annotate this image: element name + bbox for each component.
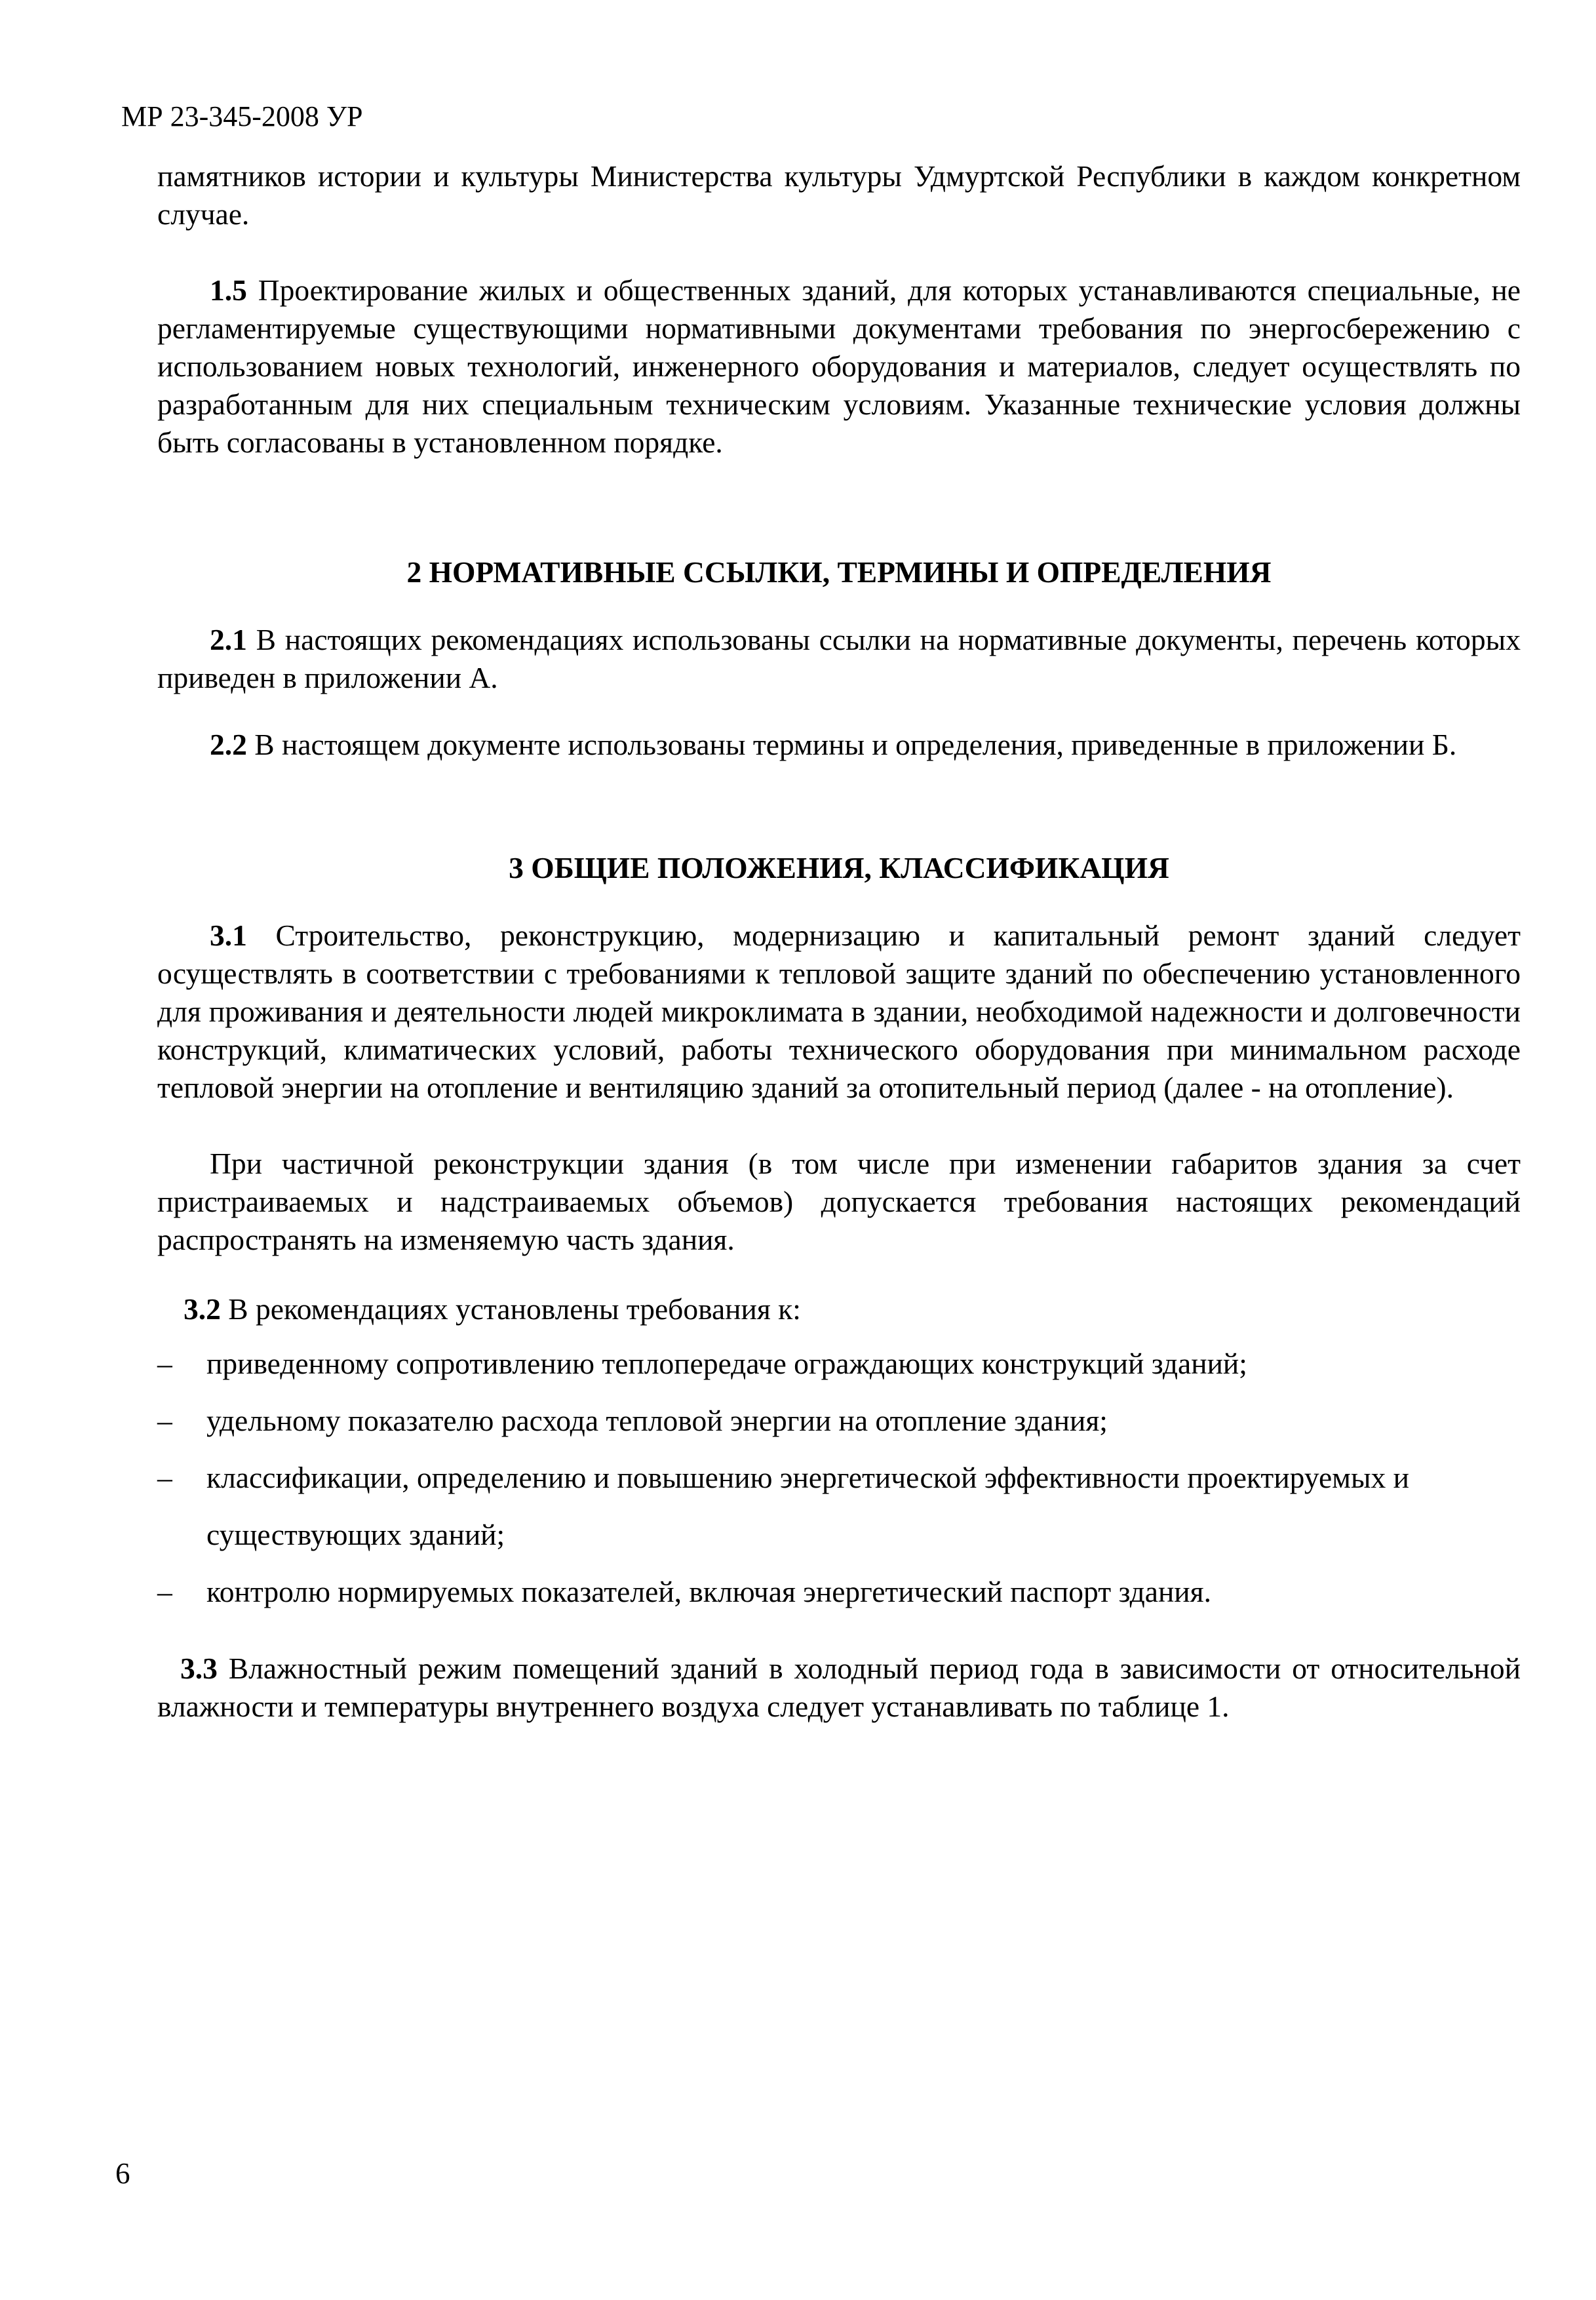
paragraph-1-5 — [157, 271, 1521, 462]
page-number: 6 — [115, 2157, 130, 2190]
dash-bullet: – — [157, 1347, 172, 1380]
document-code-header: МР 23-345-2008 УР — [121, 100, 363, 132]
section-2-heading: 2 НОРМАТИВНЫЕ ССЫЛКИ, ТЕРМИНЫ И ОПРЕДЕЛЕНИЯ — [406, 555, 1272, 589]
paragraph-3-1 — [157, 917, 1521, 1107]
clause-number: 1.5 — [210, 273, 247, 307]
clause-text: Проектирование жилых и общественных зданий, для которых устанавливаются специальные, не регламентируемые существующими нормативными документами требования по энергосбережению с использованием новых технологий, инженерного оборудования и материалов, следует осуществлять по разработанным для них специальным техническим условиям. Указанные технические условия должны быть согласованы в установленном порядке. — [157, 273, 1521, 459]
list-item — [157, 1335, 1521, 1392]
list-item-text: удельному показателю расхода тепловой энергии на отопление здания; — [206, 1404, 1108, 1437]
clause-text: В рекомендациях установлены требования к: — [220, 1292, 801, 1326]
paragraph-2-1 — [157, 621, 1521, 697]
clause-text: Строительство, реконструкцию, модернизацию и капитальный ремонт зданий следует осуществлять в соответствии с требованиями к тепловой защите зданий по обеспечению установленного для проживания и деятельности людей микроклимата в здании, необходимой надежности и долговечности конструкций, климатических условий, работы технического оборудования при минимальном расходе тепловой энергии на отопление и вентиляцию зданий за отопительный период (далее - на отопление). — [157, 919, 1521, 1104]
list-item — [157, 1563, 1521, 1620]
list-item — [157, 1392, 1521, 1449]
dash-bullet: – — [157, 1461, 172, 1494]
clause-number: 3.2 — [184, 1292, 221, 1326]
clause-number: 3.3 — [180, 1652, 218, 1685]
paragraph-2-2 — [157, 726, 1521, 764]
list-item-text: приведенному сопротивлению теплопередаче ограждающих конструкций зданий; — [206, 1347, 1247, 1380]
clause-number: 3.1 — [210, 919, 247, 952]
list-item-text: контролю нормируемых показателей, включая энергетический паспорт здания. — [206, 1575, 1211, 1608]
page-content — [157, 157, 1521, 1726]
paragraph-3-2 — [157, 1290, 1521, 1328]
dash-bullet: – — [157, 1404, 172, 1437]
clause-number: 2.1 — [210, 623, 247, 656]
section-3-heading: 3 ОБЩИЕ ПОЛОЖЕНИЯ, КЛАССИФИКАЦИЯ — [509, 851, 1169, 884]
clause-number: 2.2 — [210, 728, 247, 761]
dash-bullet: – — [157, 1575, 172, 1608]
clause-text: В настоящих рекомендациях использованы ссылки на нормативные документы, перечень которых приведен в приложении А. — [157, 623, 1521, 694]
intro-continuation: памятников истории и культуры Министерства культуры Удмуртской Республики в каждом конкретном случае. — [157, 159, 1521, 231]
paragraph-3-3 — [157, 1650, 1521, 1726]
requirements-list — [157, 1335, 1521, 1620]
clause-text: Влажностный режим помещений зданий в холодный период года в зависимости от относительной влажности и температуры внутреннего воздуха следует устанавливать по таблице 1. — [157, 1652, 1521, 1723]
list-item — [157, 1449, 1521, 1563]
paragraph-3-1-partial-reconstruction: При частичной реконструкции здания (в том числе при изменении габаритов здания за счет пристраиваемых и надстраиваемых объемов) допускается требования настоящих рекомендаций распространять на изменяемую часть здания. — [157, 1147, 1521, 1256]
clause-text: В настоящем документе использованы термины и определения, приведенные в приложении Б. — [246, 728, 1457, 761]
list-item-text: классификации, определению и повышению энергетической эффективности проектируемых и существующих зданий; — [206, 1461, 1409, 1551]
